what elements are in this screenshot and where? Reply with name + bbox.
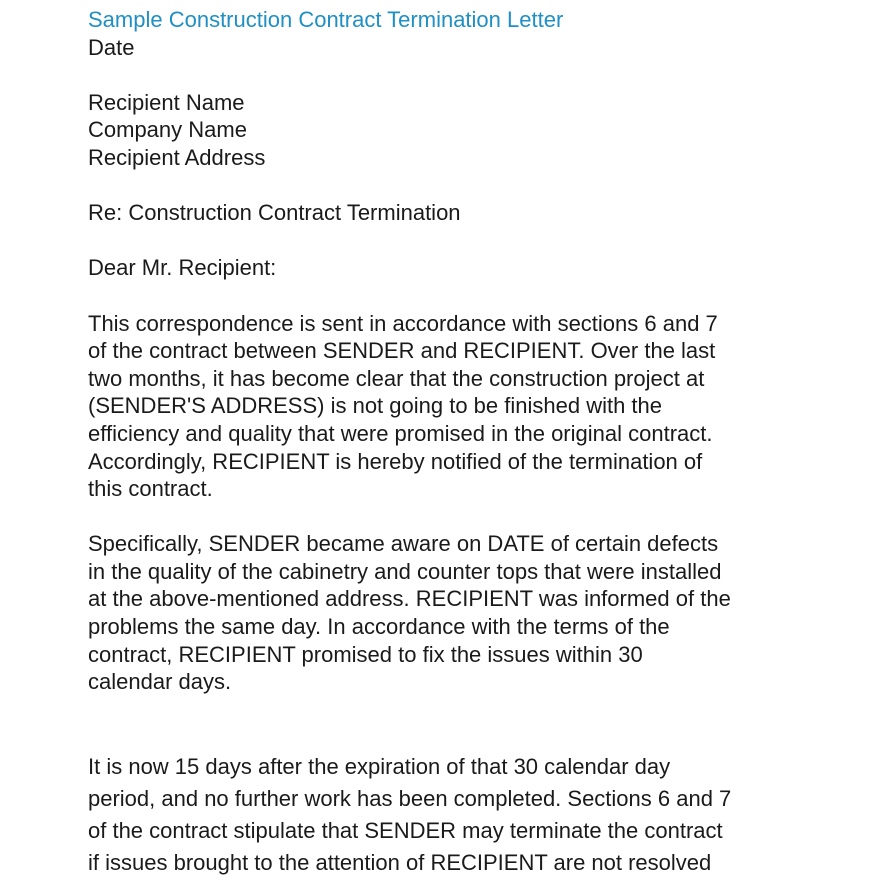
letter-date: Date (88, 34, 135, 60)
paragraph-line: contract, RECIPIENT promised to fix the issues within 30 (88, 641, 643, 667)
spacer (88, 172, 868, 200)
paragraph-line: of the contract stipulate that SENDER may terminate the contract (88, 817, 723, 843)
paragraph-3 (88, 751, 868, 879)
recipient-company: Company Name (88, 117, 247, 143)
paragraph-line: It is now 15 days after the expiration of that 30 calendar day (88, 753, 671, 779)
paragraph-line: (SENDER'S ADDRESS) is not going to be finished with the (88, 393, 663, 419)
paragraph-line: calendar days. (88, 669, 232, 695)
paragraph-line: Specifically, SENDER became aware on DATE of certain defects (88, 531, 719, 557)
spacer (88, 282, 868, 310)
recipient-address: Recipient Address (88, 144, 266, 170)
paragraph-line: two months, it has become clear that the construction project at (88, 365, 705, 391)
paragraph-line: in the quality of the cabinetry and counter tops that were installed (88, 558, 722, 584)
paragraph-line: This correspondence is sent in accordance with sections 6 and 7 (88, 310, 718, 336)
paragraph-line: this contract. (88, 476, 213, 502)
paragraph-2 (88, 530, 868, 696)
document-title: Sample Construction Contract Termination Letter (88, 7, 564, 32)
paragraph-line: if issues brought to the attention of RECIPIENT are not resolved (88, 849, 712, 875)
subject-line: Re: Construction Contract Termination (88, 200, 461, 226)
paragraph-1 (88, 310, 868, 503)
paragraph-line: period, and no further work has been completed. Sections 6 and 7 (88, 785, 732, 811)
spacer (88, 503, 868, 531)
recipient-name: Recipient Name (88, 89, 245, 115)
spacer (88, 61, 868, 89)
salutation: Dear Mr. Recipient: (88, 255, 277, 281)
spacer (88, 696, 868, 751)
paragraph-line: of the contract between SENDER and RECIPIENT. Over the last (88, 338, 716, 364)
letter-document (88, 6, 868, 879)
paragraph-line: efficiency and quality that were promised in the original contract. (88, 420, 713, 446)
paragraph-line: Accordingly, RECIPIENT is hereby notified of the termination of (88, 448, 703, 474)
recipient-block (88, 89, 868, 172)
paragraph-line: at the above-mentioned address. RECIPIENT was informed of the (88, 586, 731, 612)
paragraph-line: problems the same day. In accordance with the terms of the (88, 614, 670, 640)
spacer (88, 227, 868, 255)
